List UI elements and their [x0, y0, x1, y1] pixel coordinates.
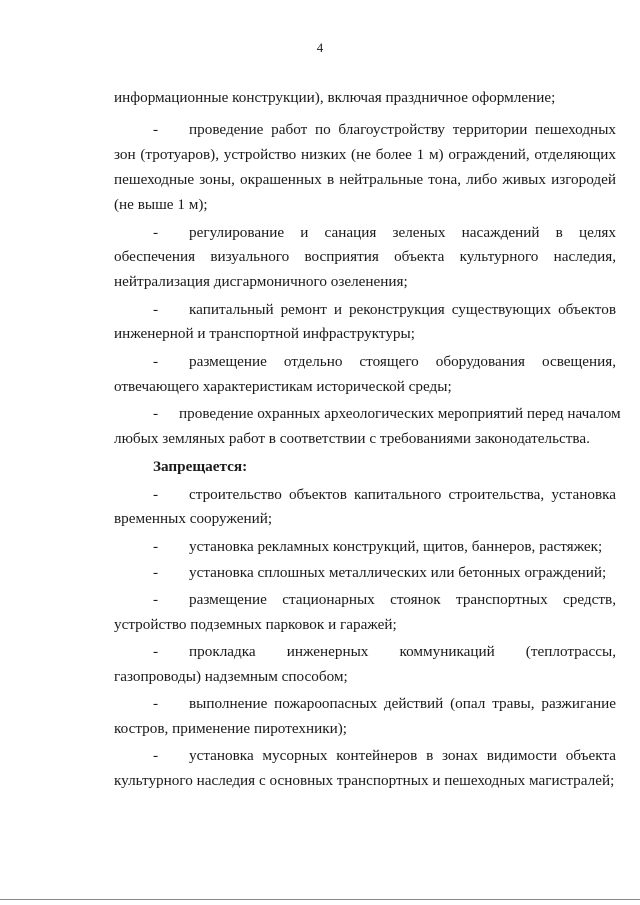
bullet-line — [153, 564, 616, 582]
bullet-dash: - — [153, 353, 159, 370]
bullet-text: установка рекламных конструкций, щитов, баннеров, растяжек; — [189, 538, 603, 555]
bullet-dash: - — [153, 643, 159, 660]
bullet-text: выполнение пожароопасных действий (опал травы, разжигание — [189, 695, 616, 712]
bullet-line — [153, 643, 616, 661]
bullet-dash: - — [153, 121, 159, 138]
bullet-line — [153, 301, 616, 319]
text-line: обеспечения визуального восприятия объекта культурного наследия, — [114, 248, 616, 265]
bullet-line — [153, 747, 616, 765]
bullet-text: регулирование и санация зеленых насаждений в целях — [189, 224, 616, 241]
bullet-dash: - — [153, 224, 159, 241]
bullet-dash: - — [153, 591, 159, 608]
bullet-text: установка мусорных контейнеров в зонах видимости объекта — [189, 747, 616, 764]
bullet-line — [153, 538, 616, 556]
text-line: (не выше 1 м); — [114, 196, 208, 213]
bullet-dash: - — [153, 747, 159, 764]
text-line: культурного наследия с основных транспортных и пешеходных магистралей; — [114, 772, 615, 789]
bullet-text: проведение работ по благоустройству территории пешеходных — [189, 121, 616, 138]
bullet-text: капитальный ремонт и реконструкция существующих объектов — [189, 301, 616, 318]
text-line: пешеходные зоны, окрашенных в нейтральные тона, либо живых изгородей — [114, 171, 616, 188]
text-line: инженерной и транспортной инфраструктуры; — [114, 325, 415, 342]
text-line: костров, применение пиротехники); — [114, 720, 348, 737]
bullet-text: размещение отдельно стоящего оборудования освещения, — [189, 353, 616, 370]
bullet-line — [153, 486, 616, 504]
bullet-dash: - — [153, 405, 159, 422]
bullet-line — [153, 591, 616, 609]
bullet-dash: - — [153, 486, 159, 503]
text-line: устройство подземных парковок и гаражей; — [114, 616, 397, 633]
page-bottom-edge — [0, 899, 640, 900]
text-line: информационные конструкции), включая праздничное оформление; — [114, 89, 556, 106]
bullet-text: размещение стационарных стоянок транспортных средств, — [189, 591, 616, 608]
bullet-dash: - — [153, 301, 159, 318]
text-line: зон (тротуаров), устройство низких (не более 1 м) ограждений, отделяющих — [114, 146, 616, 163]
bullet-text: строительство объектов капитального строительства, установка — [189, 486, 616, 503]
text-line: любых земляных работ в соответствии с требованиями законодательства. — [114, 430, 590, 447]
bullet-line — [153, 353, 616, 371]
bullet-dash: - — [153, 564, 159, 581]
bullet-text: прокладка инженерных коммуникаций (теплотрассы, — [189, 643, 616, 660]
bullet-dash: - — [153, 538, 159, 555]
text-line: временных сооружений; — [114, 510, 273, 527]
bullet-line — [153, 224, 616, 242]
bullet-dash: - — [153, 695, 159, 712]
bullet-text: установка сплошных металлических или бетонных ограждений; — [189, 564, 607, 581]
page-number: 4 — [316, 40, 324, 55]
section-heading-forbidden: Запрещается: — [153, 458, 248, 475]
bullet-line — [153, 121, 616, 139]
bullet-text: проведение охранных археологических мероприятий перед началом — [179, 405, 621, 422]
bullet-line — [153, 695, 616, 713]
text-line: отвечающего характеристикам исторической среды; — [114, 378, 452, 395]
bullet-line — [153, 405, 621, 423]
text-line: газопроводы) надземным способом; — [114, 668, 348, 685]
text-line: нейтрализация дисгармоничного озеленения; — [114, 273, 408, 290]
